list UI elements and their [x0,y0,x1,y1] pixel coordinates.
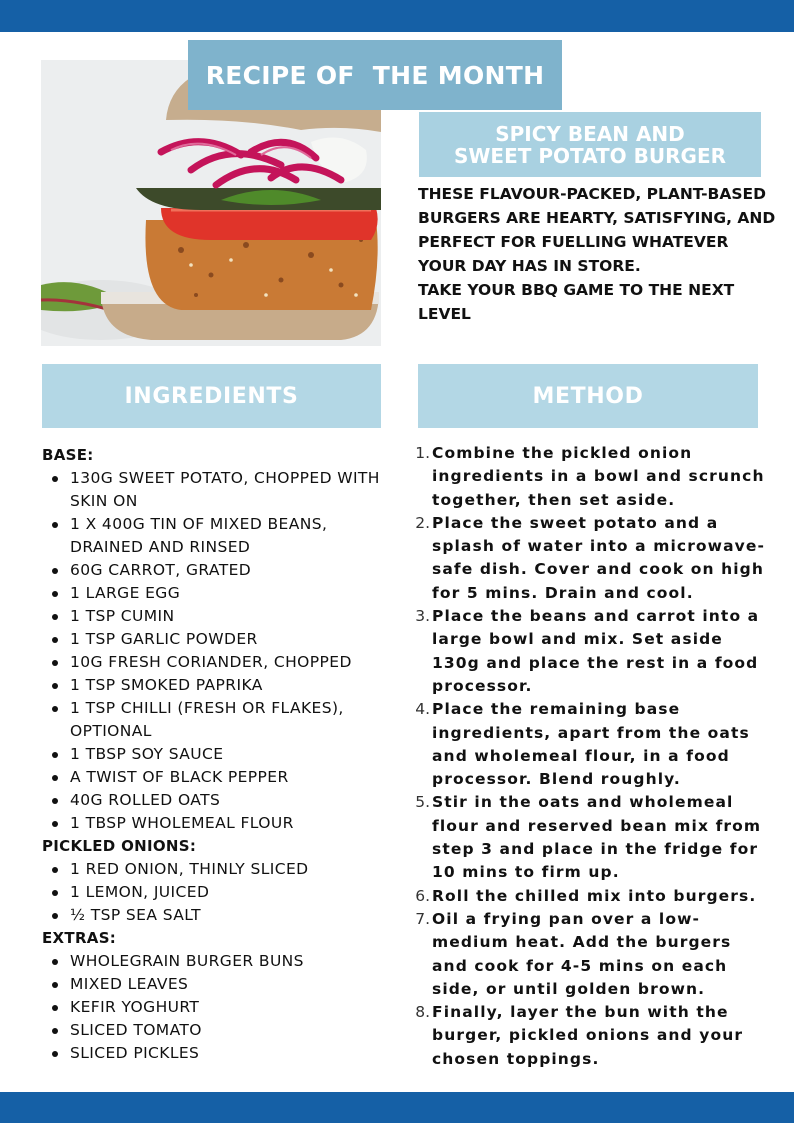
list-item: 1 LEMON, JUICED [42,881,387,904]
bottom-banner-bar [0,1092,794,1123]
list-item: A TWIST OF BLACK PEPPER [42,766,387,789]
list-item: ½ TSP SEA SALT [42,904,387,927]
ingredient-group-title: EXTRAS: [42,929,117,947]
recipe-intro [418,182,778,326]
method-heading-box [418,364,758,428]
step-text: Oil a frying pan over a low-medium heat. Add the burgers and cook for 4-5 mins on each side, or until golden brown. [432,909,732,998]
step-number: 3. [415,607,430,626]
ingredients-heading: INGREDIENTS [124,383,299,409]
list-item: 60G CARROT, GRATED [42,559,387,582]
method-step [410,442,770,512]
ingredient-group-list [42,950,387,1065]
list-item: 1 TBSP WHOLEMEAL FLOUR [42,812,387,835]
method-step [410,791,770,884]
page-title: RECIPE OF THE MONTH [205,60,545,90]
step-text: Place the beans and carrot into a large bowl and mix. Set aside 130g and place the rest in a food processor. [432,607,760,695]
ingredient-group-title: BASE: [42,446,94,464]
list-item: 40G ROLLED OATS [42,789,387,812]
list-item: 1 TSP CHILLI (FRESH OR FLAKES), OPTIONAL [42,697,387,743]
list-item: 1 TSP GARLIC POWDER [42,628,387,651]
method-heading: METHOD [532,383,644,409]
recipe-name-line-1: SPICY BEAN AND [495,121,685,146]
step-number: 6. [415,886,430,905]
step-number: 5. [415,793,430,812]
intro-paragraph-1: THESE FLAVOUR-PACKED, PLANT-BASED BURGERS ARE HEARTY, SATISFYING, AND PERFECT FOR FUELLING WHATEVER YOUR DAY HAS IN STORE. [418,185,776,275]
method-steps [410,442,770,1071]
list-item: WHOLEGRAIN BURGER BUNS [42,950,387,973]
list-item: 1 TSP SMOKED PAPRIKA [42,674,387,697]
ingredients-list [42,444,387,1065]
list-item: 1 TBSP SOY SAUCE [42,743,387,766]
list-item: MIXED LEAVES [42,973,387,996]
ingredients-heading-box [42,364,381,428]
ingredient-group-title: PICKLED ONIONS: [42,837,197,855]
step-number: 8. [415,1003,430,1022]
top-banner-bar [0,0,794,32]
list-item: 10G FRESH CORIANDER, CHOPPED [42,651,387,674]
ingredient-group-list [42,467,387,835]
method-step [410,1001,770,1071]
ingredient-group-list [42,858,387,927]
list-item: 130G SWEET POTATO, CHOPPED WITH SKIN ON [42,467,387,513]
list-item: 1 TSP CUMIN [42,605,387,628]
step-number: 4. [415,700,430,719]
method-step [410,698,770,791]
recipe-name-banner [419,112,761,177]
list-item: 1 LARGE EGG [42,582,387,605]
method-step [410,885,770,908]
intro-paragraph-2: TAKE YOUR BBQ GAME TO THE NEXT LEVEL [418,281,735,323]
list-item: KEFIR YOGHURT [42,996,387,1019]
method-step [410,512,770,605]
step-text: Place the sweet potato and a splash of water into a microwave-safe dish. Cover and cook on high for 5 mins. Drain and cool. [432,513,766,602]
step-number: 7. [415,909,430,928]
step-text: Finally, layer the bun with the burger, pickled onions and your chosen toppings. [432,1003,744,1068]
list-item: SLICED TOMATO [42,1019,387,1042]
step-text: Place the remaining base ingredients, apart from the oats and wholemeal flour, in a food processor. Blend roughly. [432,700,750,789]
method-step [410,908,770,1001]
method-step-list [410,442,770,1071]
method-step [410,605,770,698]
step-text: Combine the pickled onion ingredients in a bowl and scrunch together, then set aside. [432,444,765,509]
step-number: 2. [415,513,430,532]
step-text: Roll the chilled mix into burgers. [432,886,757,905]
recipe-name-line-2: SWEET POTATO BURGER [453,143,727,168]
list-item: 1 X 400G TIN OF MIXED BEANS, DRAINED AND RINSED [42,513,387,559]
list-item: SLICED PICKLES [42,1042,387,1065]
list-item: 1 RED ONION, THINLY SLICED [42,858,387,881]
step-text: Stir in the oats and wholemeal flour and reserved bean mix from step 3 and place in the fridge for 10 mins to firm up. [432,793,762,882]
recipe-of-the-month-banner [188,40,562,110]
step-number: 1. [415,444,430,462]
